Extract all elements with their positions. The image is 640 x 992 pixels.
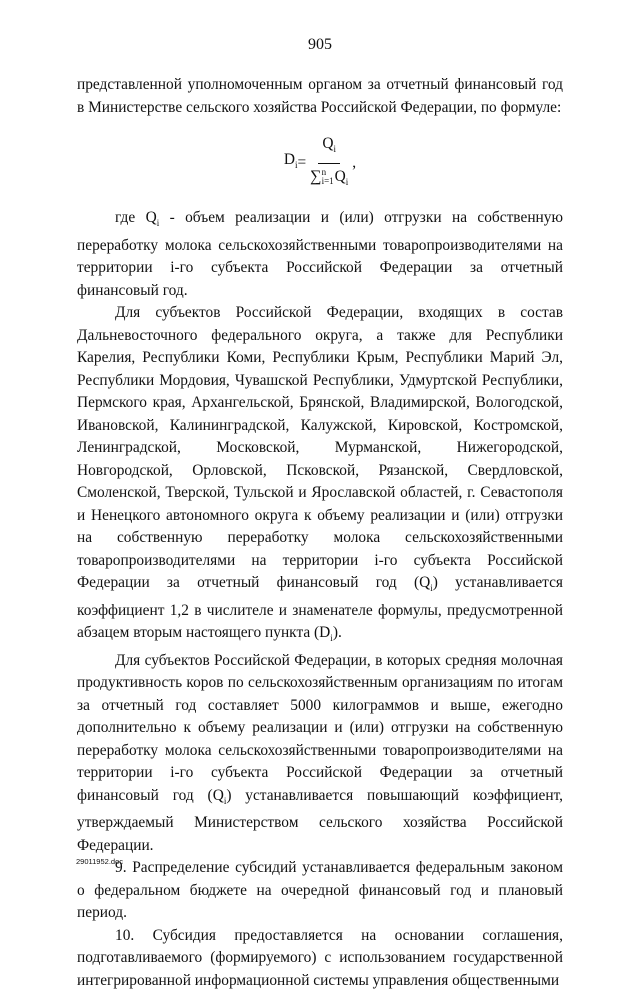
where-description: - объем реализации и (или) отгрузки на собственную переработку молока сельскохозяйственными товаропроизводителями на территории i-го субъекта Российской Федерации за отчетный финансовый год.	[77, 209, 563, 299]
formula-equals: =	[297, 153, 307, 171]
point-9-paragraph: 9. Распределение субсидий устанавливается федеральным законом о федеральном бюджете на очередной финансовый год и плановый период.	[77, 859, 563, 922]
q-symbol: Q	[419, 574, 431, 592]
summation-limits: n i=1	[321, 166, 334, 186]
summation-icon: ∑	[310, 167, 322, 185]
point-10-paragraph: 10. Субсидия предоставляется на основании соглашения, подготавливаемого (формируемого) с использованием государственной интегрированной информационной системы управления общественными	[77, 926, 563, 989]
where-paragraph	[77, 207, 563, 302]
document-body	[77, 74, 563, 992]
intro-paragraph: представленной уполномоченным органом за отчетный финансовый год в Министерстве сельского хозяйства Российской Федерации, по формуле:	[77, 76, 563, 116]
formula-d-symbol: $D_i$	[283, 151, 298, 171]
formula-comma: ,	[352, 153, 357, 171]
document-footer: 29011952.doc	[76, 857, 123, 866]
d-symbol: D	[319, 624, 331, 642]
formula-numerator: $Q_i$	[318, 133, 340, 164]
where-variable: $Q_i$	[145, 209, 160, 229]
page-number: 905	[308, 36, 332, 53]
productivity-paragraph: Для субъектов Российской Федерации, в которых средняя молочная продуктивность коров по сельскохозяйственным организациям по итогам за отчетный год составляет 5000 килограммов и выше, ежегодно дополнительно к объему реализации и (или) отгрузки на собственную переработку молока сельскохозяйственными товаропроизводителями на территории i-го субъекта Российской Федерации за отчетный финансовый год $(Q_i)$ устанавливается повышающий коэффициент, утверждаемый Министерством сельского хозяйства Российской Федерации.	[77, 651, 563, 854]
formula-denominator: ∑ n i=1 $Q_i$	[310, 166, 349, 187]
formula-d	[77, 119, 563, 207]
formula-fraction	[310, 133, 348, 193]
q-symbol: Q	[212, 786, 224, 804]
far-east-paragraph: Для субъектов Российской Федерации, входящих в состав Дальневосточного федерального округа, а также для Республики Карелия, Республики Коми, Республики Крым, Республики Марий Эл, Республики Мордовия, Чувашской Республики, Удмуртской Республики, Пермского края, Архангельской, Брянской, Владимирской, Вологодской, Ивановской, Калининградской, Калужской, Кировской, Костромской, Ленинградской, Московской, Мурманской, Нижегородской, Новгородской, Орловской, Псковской, Рязанской, Свердловской, Смоленской, Тверской, Тульской и Ярославской областей, г. Севастополя и Ненецкого автономного округа к объему реализации и (или) отгрузки на собственную переработку молока сельскохозяйственными товаропроизводителями на территории i-го субъекта Российской Федерации за отчетный финансовый год $(Q_i)$ устанавливается коэффициент 1,2 в числителе и знаменателе формулы, предусмотренной абзацем вторым настоящего пункта $(D_i)$.	[77, 304, 563, 644]
where-prefix: где	[115, 209, 136, 226]
